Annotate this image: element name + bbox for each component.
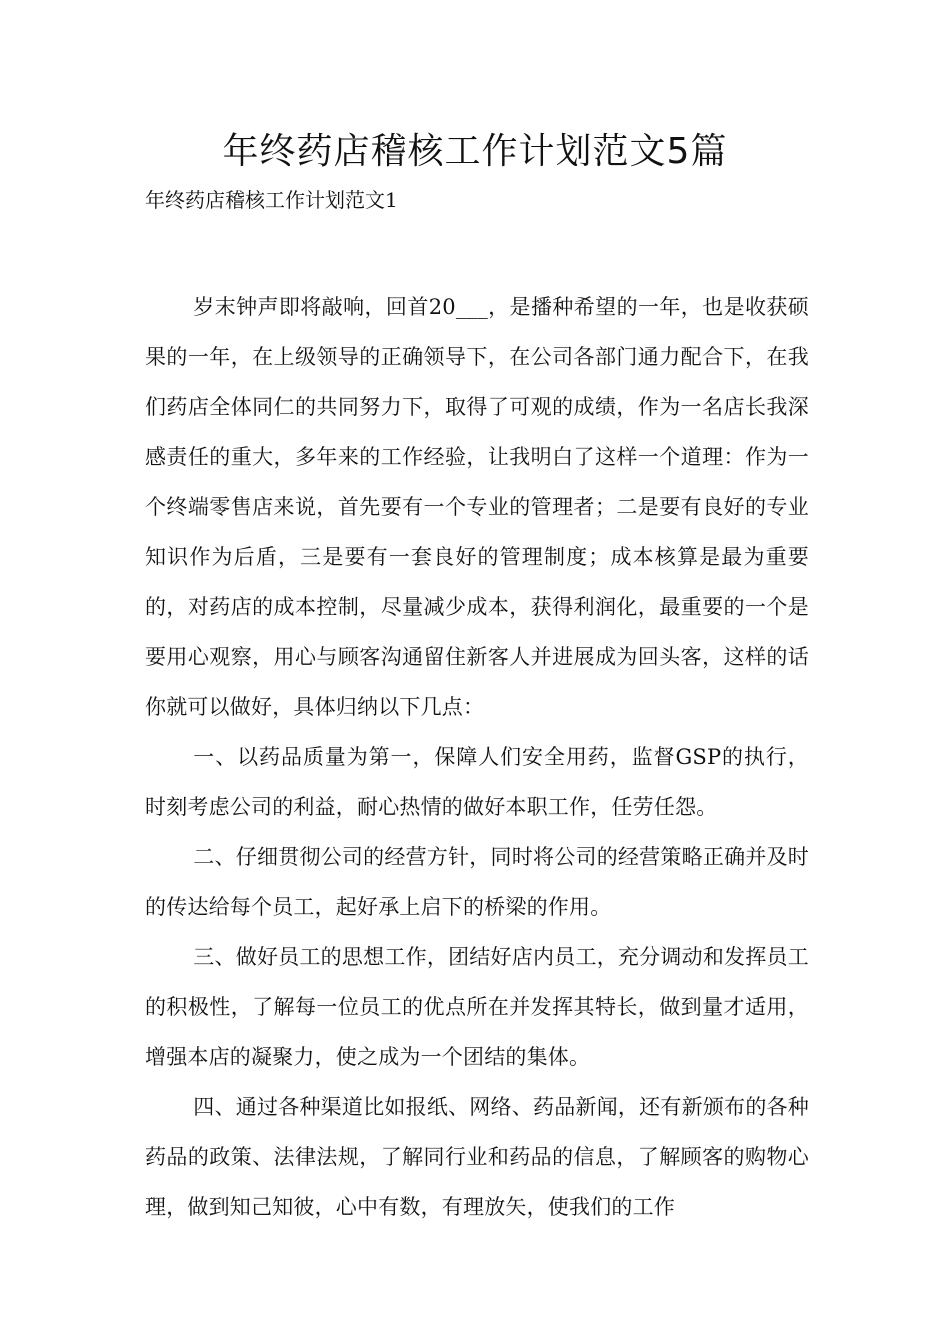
document-title: 年终药店稽核工作计划范文5篇 (222, 131, 728, 172)
document-subtitle: 年终药店稽核工作计划范文1 (145, 188, 398, 212)
paragraph-intro: 岁末钟声即将敲响，回首20___，是播种希望的一年，也是收获硕果的一年，在上级领导的正确领导下，在公司各部门通力配合下，在我们药店全体同仁的共同努力下，取得了可观的成绩，作为一名店长我深感责任的重大，多年来的工作经验，让我明白了这样一个道理：作为一个终端零售店来说，首先要有一个专业的管理者；二是要有良好的专业知识作为后盾，三是要有一套良好的管理制度；成本核算是最为重要的，对药店的成本控制，尽量减少成本，获得利润化，最重要的一个是要用心观察，用心与顾客沟通留住新客人并进展成为回头客，这样的话你就可以做好，具体归纳以下几点： (145, 295, 809, 719)
paragraph-point-1: 一、以药品质量为第一，保障人们安全用药，监督GSP的执行，时刻考虑公司的利益，耐心热情的做好本职工作，任劳任怨。 (145, 745, 809, 819)
paragraph-point-3: 三、做好员工的思想工作，团结好店内员工，充分调动和发挥员工的积极性，了解每一位员工的优点所在并发挥其特长，做到量才适用，增强本店的凝聚力，使之成为一个团结的集体。 (145, 945, 809, 1069)
paragraph-point-4: 四、通过各种渠道比如报纸、网络、药品新闻，还有新颁布的各种药品的政策、法律法规，了解同行业和药品的信息，了解顾客的购物心理，做到知己知彼，心中有数，有理放矢，使我们的工作 (145, 1095, 809, 1219)
paragraph-point-2: 二、仔细贯彻公司的经营方针，同时将公司的经营策略正确并及时的传达给每个员工，起好承上启下的桥梁的作用。 (145, 845, 809, 919)
document-body (145, 282, 809, 1232)
